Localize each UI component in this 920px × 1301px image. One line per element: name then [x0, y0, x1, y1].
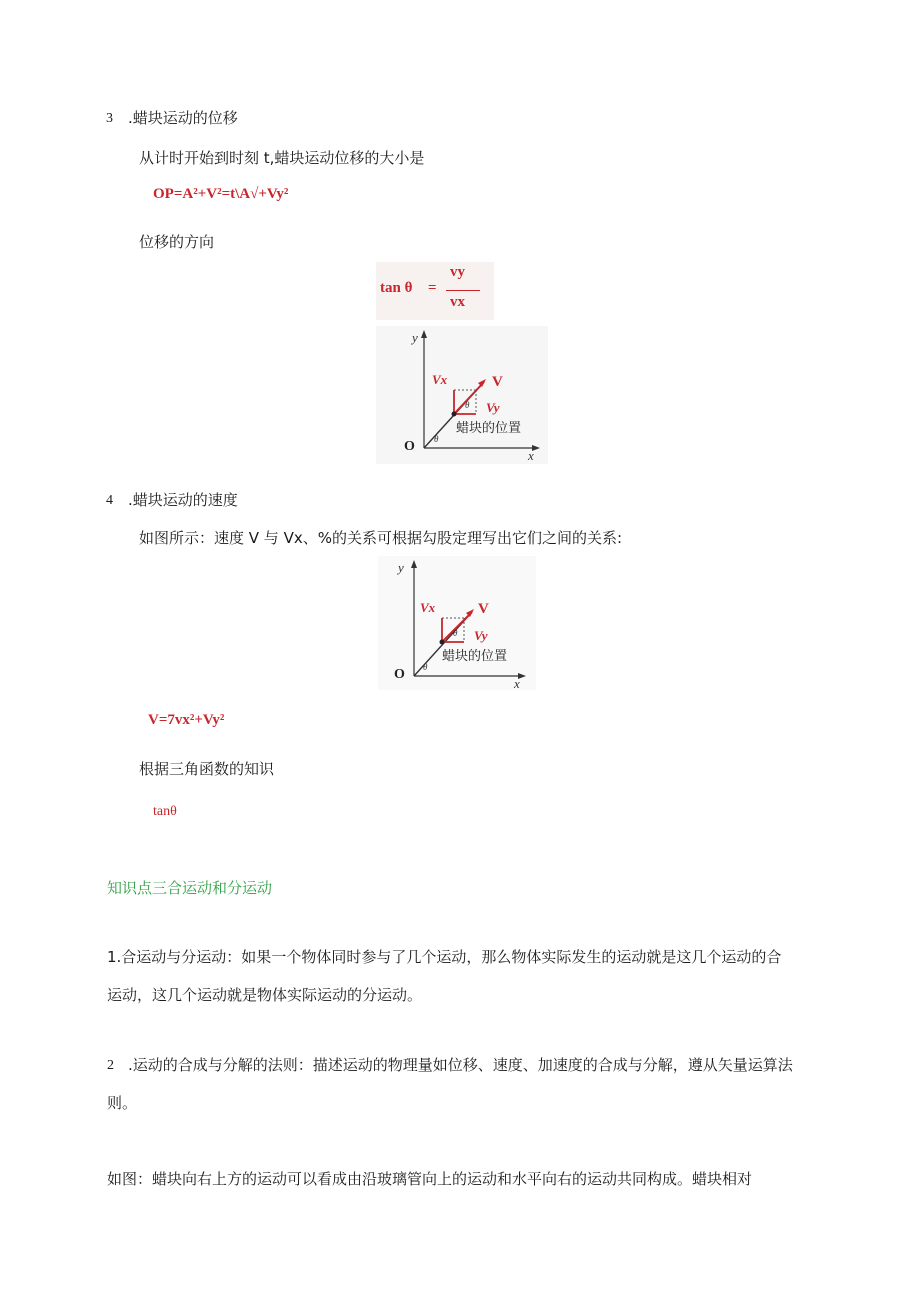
theta-origin: θ [423, 662, 428, 672]
section4-title: .蜡块运动的速度 [128, 491, 238, 509]
section4-line2: 根据三角函数的知识 [139, 760, 275, 778]
para1-line2: 运动，这几个运动就是物体实际运动的分运动。 [107, 986, 423, 1004]
v-label: V [478, 601, 489, 617]
para2-line1: .运动的合成与分解的法则：描述运动的物理量如位移、速度、加速度的合成与分解，遵从矢量运算法 [128, 1056, 793, 1074]
tan-numerator: vy [450, 264, 465, 280]
formula-tan-theta: tanθ [153, 804, 177, 819]
y-axis-label: y [412, 330, 418, 345]
para1-line1: 1.合运动与分运动：如果一个物体同时参与了几个运动，那么物体实际发生的运动就是这几个运动的合 [107, 948, 782, 966]
theta-inner: θ [453, 628, 458, 638]
formula-op: OP=A²+V²=t\A√+Vy² [153, 186, 289, 202]
tan-denominator: vx [450, 294, 465, 310]
v-label: V [492, 374, 503, 390]
vy-label: Vy [486, 400, 500, 415]
tan-lhs: tan θ [380, 280, 413, 296]
tan-formula-box [376, 262, 494, 320]
y-axis-arrow [421, 330, 427, 338]
vector-diagram-1 [376, 326, 548, 464]
theta-inner: θ [465, 400, 470, 410]
origin-label: O [394, 667, 405, 682]
theta-origin: θ [434, 434, 439, 444]
origin-label: O [404, 439, 415, 454]
x-axis-label: x [528, 448, 534, 463]
y-axis-label: y [398, 560, 404, 575]
figure-2 [378, 556, 536, 690]
knowledge-heading: 知识点三合运动和分运动 [107, 879, 273, 897]
section3-title: .蜡块运动的位移 [128, 109, 238, 127]
para2-line2: 则。 [107, 1094, 138, 1112]
para3-line1: 如图：蜡块向右上方的运动可以看成由沿玻璃管向上的运动和水平向右的运动共同构成。蜡块相对 [107, 1170, 753, 1188]
fraction-bar [446, 290, 480, 291]
section3-line1: 从计时开始到时刻 t,蜡块运动位移的大小是 [139, 149, 425, 167]
section3-line2: 位移的方向 [139, 233, 215, 251]
vx-label: Vx [420, 600, 436, 615]
wax-block-point [452, 412, 457, 417]
section3-number: 3 [106, 111, 113, 126]
tan-equals: = [428, 280, 437, 296]
vector-diagram-2 [378, 556, 536, 690]
x-axis-label: x [514, 676, 520, 690]
vy-label: Vy [474, 628, 488, 643]
section4-line1: 如图所示：速度 V 与 Vx、%的关系可根据勾股定理写出它们之间的关系: [139, 529, 623, 547]
vx-label: Vx [432, 372, 448, 387]
y-axis-arrow [411, 560, 417, 568]
formula-v: V=7vx²+Vy² [148, 712, 225, 728]
section4-number: 4 [106, 493, 113, 508]
wax-block-point [440, 640, 445, 645]
block-position-caption: 蜡块的位置 [456, 420, 522, 435]
block-position-caption: 蜡块的位置 [442, 648, 508, 663]
figure-1 [376, 326, 548, 464]
para2-number: 2 [107, 1058, 114, 1073]
